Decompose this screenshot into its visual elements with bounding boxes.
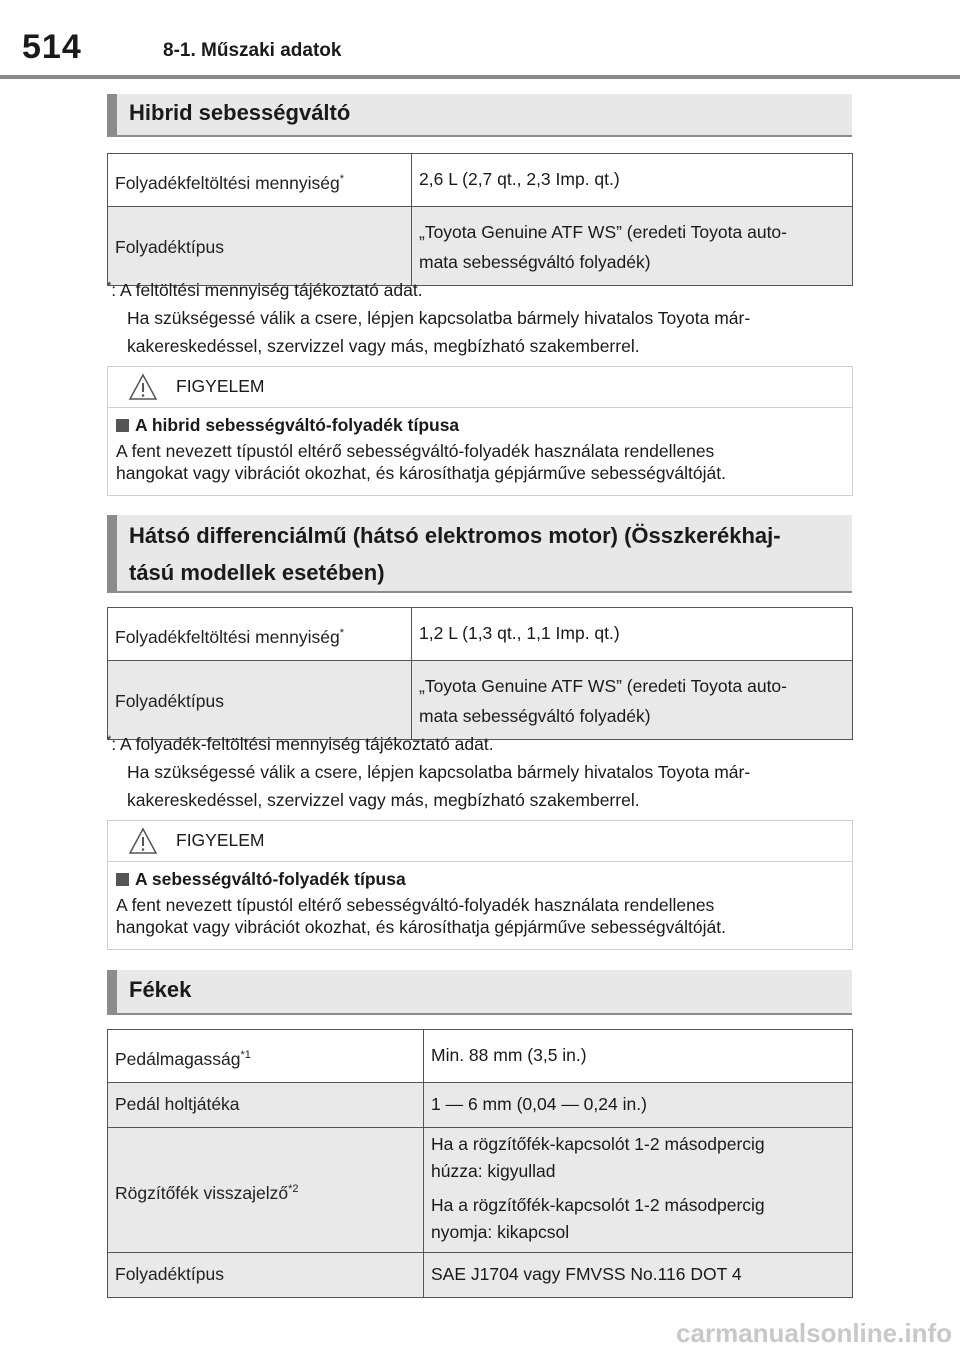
table-cell — [108, 1252, 424, 1297]
brakes-heading-text: Fékek — [129, 977, 192, 1002]
footnote-line: : A feltöltési mennyiség tájékoztató adat. — [111, 279, 423, 300]
table-cell — [424, 1030, 853, 1083]
table-cell — [108, 1030, 424, 1083]
table-cell — [108, 1082, 424, 1127]
cell-value: húzza: kigyullad — [431, 1160, 556, 1181]
cell-label: Folyadéktípus — [115, 1263, 224, 1284]
watermark: carmanualsonline.info — [676, 1318, 952, 1348]
warning-title: FIGYELEM — [176, 830, 265, 850]
page-header — [0, 0, 960, 80]
table-cell — [424, 1127, 853, 1252]
table-cell — [412, 608, 853, 661]
warning-text: A fent nevezett típustól eltérő sebességváltó-folyadék használata rendellenes — [116, 895, 715, 915]
cell-label: Folyadékfeltöltési mennyiség — [115, 172, 340, 193]
hybrid-heading — [107, 94, 852, 137]
cell-value: „Toyota Genuine ATF WS” (eredeti Toyota auto- — [419, 221, 787, 242]
heading-line: tású modellek esetében) — [129, 560, 385, 585]
rear-footnote — [107, 726, 852, 814]
page-number: 514 — [22, 28, 82, 66]
warning-triangle-icon — [128, 373, 158, 401]
rear-differential-table — [107, 607, 853, 740]
table-row — [108, 1252, 853, 1297]
warning-header — [108, 367, 852, 408]
cell-value: Ha a rögzítőfék-kapcsolót 1-2 másodpercig — [431, 1194, 765, 1215]
table-cell — [424, 1082, 853, 1127]
table-row — [108, 154, 853, 207]
warning-box — [107, 820, 853, 950]
warning-box — [107, 366, 853, 496]
cell-value: mata sebességváltó folyadék) — [419, 705, 651, 726]
hybrid-heading-text: Hibrid sebességváltó — [129, 100, 351, 125]
cell-value: 1 — 6 mm (0,04 — 0,24 in.) — [431, 1093, 647, 1114]
footnote-line: kakereskedéssel, szervizzel vagy más, megbízható szakemberrel. — [127, 335, 640, 356]
cell-value: nyomja: kikapcsol — [431, 1221, 570, 1242]
warning-text: A fent nevezett típustól eltérő sebességváltó-folyadék használata rendellenes — [116, 441, 715, 461]
square-bullet-icon — [116, 419, 129, 432]
table-cell — [424, 1252, 853, 1297]
cell-value: mata sebességváltó folyadék) — [419, 251, 651, 272]
table-row — [108, 608, 853, 661]
table-cell — [108, 1127, 424, 1252]
hybrid-table — [107, 153, 853, 286]
cell-value: SAE J1704 vagy FMVSS No.116 DOT 4 — [431, 1263, 742, 1284]
warning-subtitle-text: A hibrid sebességváltó-folyadék típusa — [135, 415, 460, 435]
cell-label: Folyadéktípus — [115, 690, 224, 711]
section-title: 8-1. Műszaki adatok — [163, 40, 342, 61]
warning-body — [108, 408, 852, 492]
cell-value: 1,2 L (1,3 qt., 1,1 Imp. qt.) — [419, 623, 620, 643]
warning-text: hangokat vagy vibrációt okozhat, és károsíthatja gépjárműve sebességváltóját. — [116, 463, 726, 483]
cell-label: Folyadékfeltöltési mennyiség — [115, 626, 340, 647]
footnote-mark: * — [107, 734, 112, 746]
cell-value: 2,6 L (2,7 qt., 2,3 Imp. qt.) — [419, 169, 620, 189]
footnote-line: : A folyadék-feltöltési mennyiség tájékoztató adat. — [111, 733, 494, 754]
brakes-heading — [107, 970, 852, 1015]
cell-label: Pedálmagasság — [115, 1048, 241, 1069]
header-rule — [0, 75, 960, 79]
warning-subtitle — [116, 868, 844, 890]
hybrid-footnote — [107, 272, 852, 360]
footnote-mark: *1 — [240, 1049, 251, 1061]
warning-body — [108, 862, 852, 946]
warning-header — [108, 821, 852, 862]
cell-value: Min. 88 mm (3,5 in.) — [431, 1045, 587, 1065]
footnote-mark: * — [339, 627, 344, 639]
footnote-line: Ha szükségessé válik a csere, lépjen kapcsolatba bármely hivatalos Toyota már- — [127, 307, 751, 328]
cell-value: „Toyota Genuine ATF WS” (eredeti Toyota auto- — [419, 675, 787, 696]
table-row — [108, 1127, 853, 1252]
cell-value: Ha a rögzítőfék-kapcsolót 1-2 másodpercig — [431, 1133, 765, 1154]
footnote-mark: * — [339, 173, 344, 185]
warning-subtitle — [116, 414, 844, 436]
footnote-line: Ha szükségessé válik a csere, lépjen kapcsolatba bármely hivatalos Toyota már- — [127, 761, 751, 782]
rear-differential-heading — [107, 515, 852, 593]
heading-line: Hátsó differenciálmű (hátsó elektromos motor) (Összkerékhaj- — [129, 523, 781, 548]
table-row — [108, 1030, 853, 1083]
warning-text: hangokat vagy vibrációt okozhat, és károsíthatja gépjárműve sebességváltóját. — [116, 917, 726, 937]
cell-label: Pedál holtjátéka — [115, 1093, 240, 1114]
warning-triangle-icon — [128, 827, 158, 855]
table-cell — [412, 154, 853, 207]
table-cell — [108, 154, 412, 207]
table-cell — [108, 608, 412, 661]
warning-title: FIGYELEM — [176, 376, 265, 396]
footnote-line: kakereskedéssel, szervizzel vagy más, megbízható szakemberrel. — [127, 789, 640, 810]
warning-subtitle-text: A sebességváltó-folyadék típusa — [135, 869, 406, 889]
square-bullet-icon — [116, 873, 129, 886]
footnote-mark: * — [107, 280, 112, 292]
brakes-table — [107, 1029, 853, 1298]
footnote-mark: *2 — [288, 1182, 299, 1195]
table-row — [108, 1082, 853, 1127]
cell-label: Folyadéktípus — [115, 236, 224, 257]
cell-label: Rögzítőfék visszajelző — [115, 1182, 289, 1203]
